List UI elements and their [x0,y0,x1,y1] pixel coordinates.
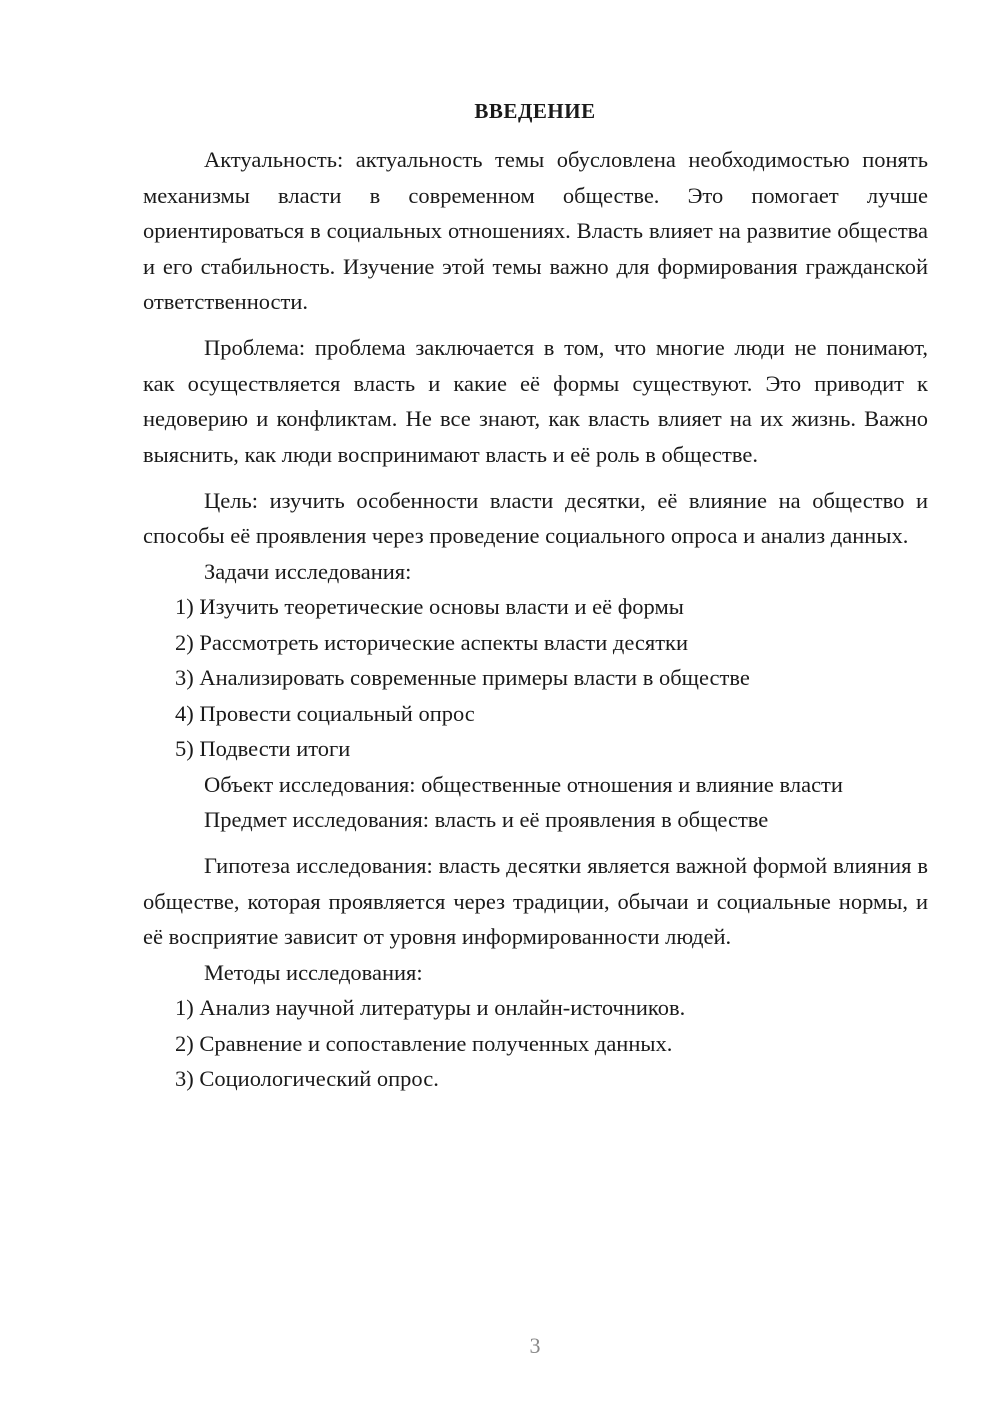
method-item: 2) Сравнение и сопоставление полученных данных. [175,1030,673,1056]
goal-paragraph: Цель: изучить особенности власти десятки, её влияние на общество и способы её проявления через проведение социального опроса и анализ данных. [143,487,928,548]
methods-list [143,990,928,1097]
task-item: 5) Подвести итоги [175,736,351,761]
methods-heading: Методы исследования: [204,959,423,985]
task-item: 4) Провести социальный опрос [175,700,475,726]
tasks-heading: Задачи исследования: [204,558,412,584]
hypothesis-paragraph: Гипотеза исследования: власть десятки является важной формой влияния в обществе, которая проявляется через традиции, обычаи и социальные нормы, и её восприятие зависит от уровня информированности людей. [143,853,928,949]
method-item: 1) Анализ научной литературы и онлайн-источников. [175,995,686,1020]
subject-line: Предмет исследования: власть и её проявления в обществе [204,807,769,832]
task-item: 1) Изучить теоретические основы власти и её формы [175,594,684,619]
tasks-list [143,589,928,767]
method-item: 3) Социологический опрос. [175,1066,439,1091]
object-line: Объект исследования: общественные отношения и влияние власти [204,771,843,797]
relevance-paragraph: Актуальность: актуальность темы обусловлена необходимостью понять механизмы власти в современном обществе. Это помогает лучше ориентироваться в социальных отношениях. Власть влияет на развитие общества и его стабильность. Изучение этой темы важно для формирования гражданской ответственности. [143,147,928,314]
problem-paragraph: Проблема: проблема заключается в том, что многие люди не понимают, как осуществляется власть и какие её формы существуют. Это приводит к недоверию и конфликтам. Не все знают, как власть влияет на их жизнь. Важно выяснить, как люди воспринимают власть и её роль в обществе. [143,335,928,467]
task-item: 3) Анализировать современные примеры власти в обществе [175,665,750,690]
document-body [143,142,928,1097]
section-title: ВВЕДЕНИЕ [474,99,596,123]
page-number: 3 [529,1333,541,1358]
task-item: 2) Рассмотреть исторические аспекты власти десятки [175,629,689,655]
